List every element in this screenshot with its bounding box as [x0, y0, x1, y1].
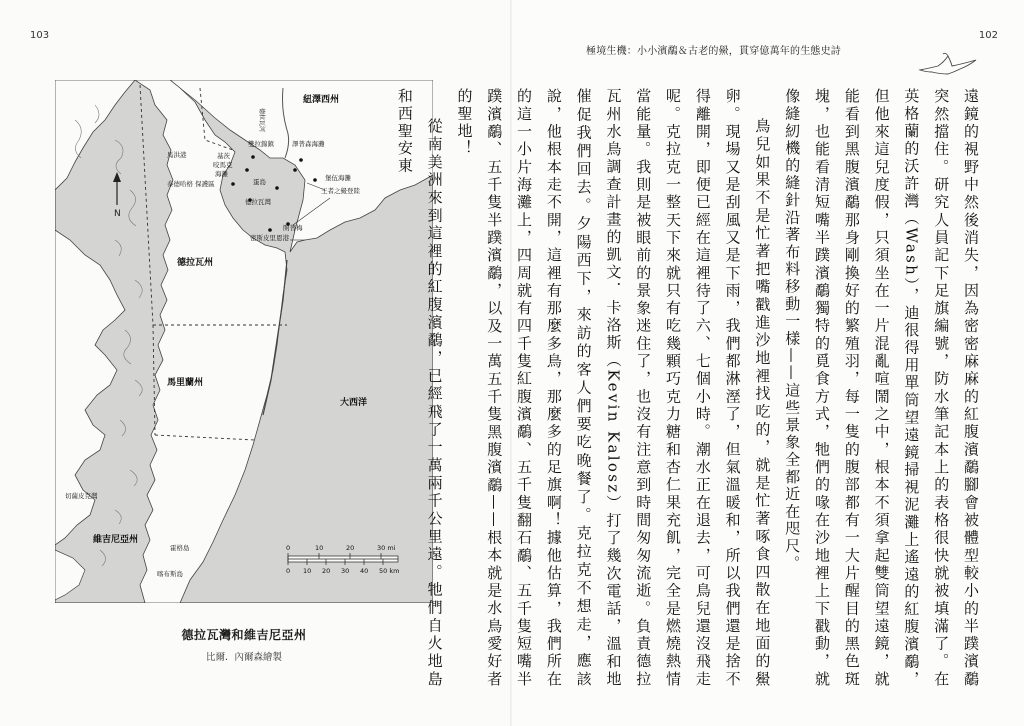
svg-text:0: 0 — [286, 567, 291, 575]
label-east-point: 雙拉錦鎮 — [248, 140, 274, 148]
delaware-bay-map — [55, 80, 433, 603]
page-number-left: 103 — [30, 30, 50, 41]
label-virginia: 維吉尼亞州 — [93, 535, 139, 545]
svg-text:10: 10 — [315, 544, 324, 552]
svg-text:50 km: 50 km — [379, 567, 400, 575]
label-fortescue: 堡伍海灘 — [325, 174, 351, 182]
running-head: 極境生機：小小濱鷸＆古老的鱟，貫穿億萬年的生態史詩 — [586, 46, 841, 57]
page-number-right: 102 — [978, 30, 998, 41]
label-lewes: 密斯皮里恩港 — [250, 234, 289, 242]
svg-text:海灘: 海灘 — [215, 170, 228, 178]
svg-text:40: 40 — [360, 567, 369, 575]
map-caption-credit: 比爾．內爾森繪製 — [205, 652, 282, 663]
svg-text:基茨: 基茨 — [217, 152, 230, 160]
paragraph: 遠鏡的視野中然後消失，因為密密麻麻的紅腹濱鷸腳會被體型較小的半蹼濱鷸突然擋住。研究人員記下足旗編號，防水筆記本上的表格很快就被填滿了。在英格蘭的沃許灣（Wash），迪很得用單筒望遠鏡掃視泥灘上遙遠的紅腹濱鷸，但他來這兒度假，只須坐在一片混亂喧鬧之中，根本不須拿起雙筒望遠鏡，就能看到黑腹濱鷸那身剛換好的繁殖羽，每一隻的腹部都有一大片醒目的黑色斑塊，也能看清短嘴半蹼濱鷸獨特的覓食方式，牠們的喙在沙地裡上下戳動，就像縫紉機的縫針沿著布料移動一樣——這些景象全都近在咫尺。 — [783, 88, 980, 688]
map-caption-title: 德拉瓦灣和維吉尼亞州 — [181, 628, 307, 642]
compass-label: N — [114, 209, 121, 219]
label-delaware: 德拉瓦州 — [177, 258, 214, 268]
label-new-jersey: 紐澤西州 — [303, 95, 340, 105]
label-fowler-beach: 德拉瓦灣 — [245, 198, 271, 206]
label-wachapreague: 喀布斯島 — [157, 570, 183, 578]
label-prime-hook: 泰德哈格 保護區 — [167, 180, 215, 188]
svg-text:20: 20 — [322, 567, 331, 575]
paragraph: 從南美洲來到這裡的紅腹濱鷸，已經飛了一萬兩千公里遠。牠們自火地島和西聖安東 — [395, 88, 444, 688]
svg-text:30: 30 — [341, 567, 350, 575]
label-cape-may: 開普梅 — [283, 224, 303, 232]
label-kings-landing: 王者之鱟登陸 — [321, 187, 360, 195]
label-chesapeake: 切薩皮克灣 — [65, 492, 98, 500]
paragraph: 鳥兒如果不是忙著把嘴戳進沙地裡找吃的，就是忙著啄食四散在地面的鱟卵。現場又是刮風又是下雨，我們都淋溼了，但氣溫暖和，所以我們還是捨不得離開，即便已經在這裡待了六、七個小時。潮水正在退去，可鳥兒還沒飛走呢。克拉克一整天下來就只有吃幾顆巧克力糖和杏仁果充飢，完全是燃燒熱情當能量。我則是被眼前的景象迷住了，也沒有注意到時間匆匆流逝。負責德拉瓦州水鳥調查計畫的凱文．卡洛斯（Kevin Kalosz）打了幾次電話，溫和地催促我們回去。夕陽西下，來訪的客人們要吃晚餐了。克拉克不想走，應該說，他根本走不開，這裡有那麼多鳥，那麼多的足旗啊！據他估算，我們所在的這一小片海灘上，四周就有四千隻紅腹濱鷸、五千隻翻石鷸、五千隻短嘴半蹼濱鷸、五千隻半蹼濱鷸，以及一萬五千隻黑腹濱鷸——根本就是水鳥愛好者的聖地！ — [455, 88, 772, 688]
label-delaware-river: 德拉瓦河 — [258, 108, 265, 133]
body-text — [395, 88, 985, 688]
svg-text:咬馬克: 咬馬克 — [213, 161, 233, 169]
label-slaughter-beach: 蛋島 — [253, 178, 266, 186]
svg-text:0: 0 — [286, 544, 291, 552]
label-reeds-beach: 澤普森海灘 — [292, 140, 325, 148]
svg-text:20: 20 — [346, 544, 355, 552]
svg-text:10: 10 — [303, 567, 312, 575]
svg-text:30 mi: 30 mi — [377, 544, 396, 552]
label-mispillion: 馬洪港 — [167, 151, 187, 159]
label-chincoteague: 霍格島 — [170, 544, 190, 552]
label-atlantic: 大西洋 — [340, 398, 368, 408]
bird-ornament-icon — [918, 52, 980, 78]
label-maryland: 馬里蘭州 — [167, 378, 204, 388]
